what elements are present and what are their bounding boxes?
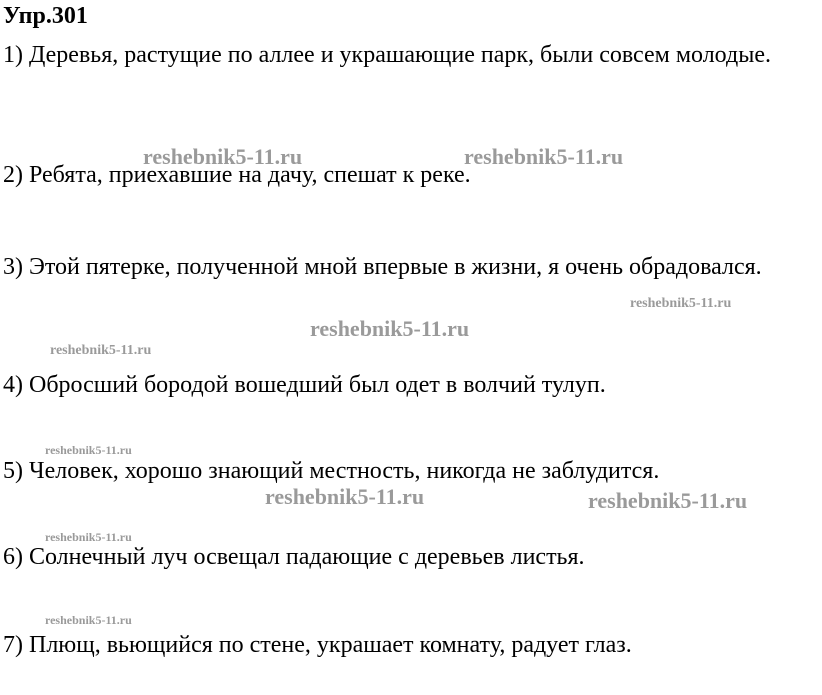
watermark: reshebnik5-11.ru bbox=[265, 484, 425, 509]
watermark: reshebnik5-11.ru bbox=[630, 296, 732, 311]
watermark: reshebnik5-11.ru bbox=[464, 144, 624, 169]
watermark: reshebnik5-11.ru bbox=[45, 443, 132, 457]
sentence-6: 6) Солнечный луч освещал падающие с деревьев листья. bbox=[3, 544, 585, 570]
watermark: reshebnik5-11.ru bbox=[45, 530, 132, 544]
sentence-7: 7) Плющ, вьющийся по стене, украшает комнату, радует глаз. bbox=[3, 632, 632, 658]
sentence-1: 1) Деревья, растущие по аллее и украшающие парк, были совсем молодые. bbox=[3, 42, 771, 68]
sentence-4: 4) Обросший бородой вошедший был одет в волчий тулуп. bbox=[3, 372, 606, 398]
watermark: reshebnik5-11.ru bbox=[50, 343, 152, 358]
exercise-title: Упр.301 bbox=[3, 3, 88, 29]
watermark: reshebnik5-11.ru bbox=[143, 144, 303, 169]
watermark: reshebnik5-11.ru bbox=[310, 316, 470, 341]
sentence-3: 3) Этой пятерке, полученной мной впервые в жизни, я очень обрадовался. bbox=[3, 254, 762, 280]
watermark: reshebnik5-11.ru bbox=[588, 488, 748, 513]
sentence-5: 5) Человек, хорошо знающий местность, никогда не заблудится. bbox=[3, 458, 660, 484]
watermark: reshebnik5-11.ru bbox=[45, 613, 132, 627]
sentence-2: 2) Ребята, приехавшие на дачу, спешат к реке. bbox=[3, 162, 471, 188]
